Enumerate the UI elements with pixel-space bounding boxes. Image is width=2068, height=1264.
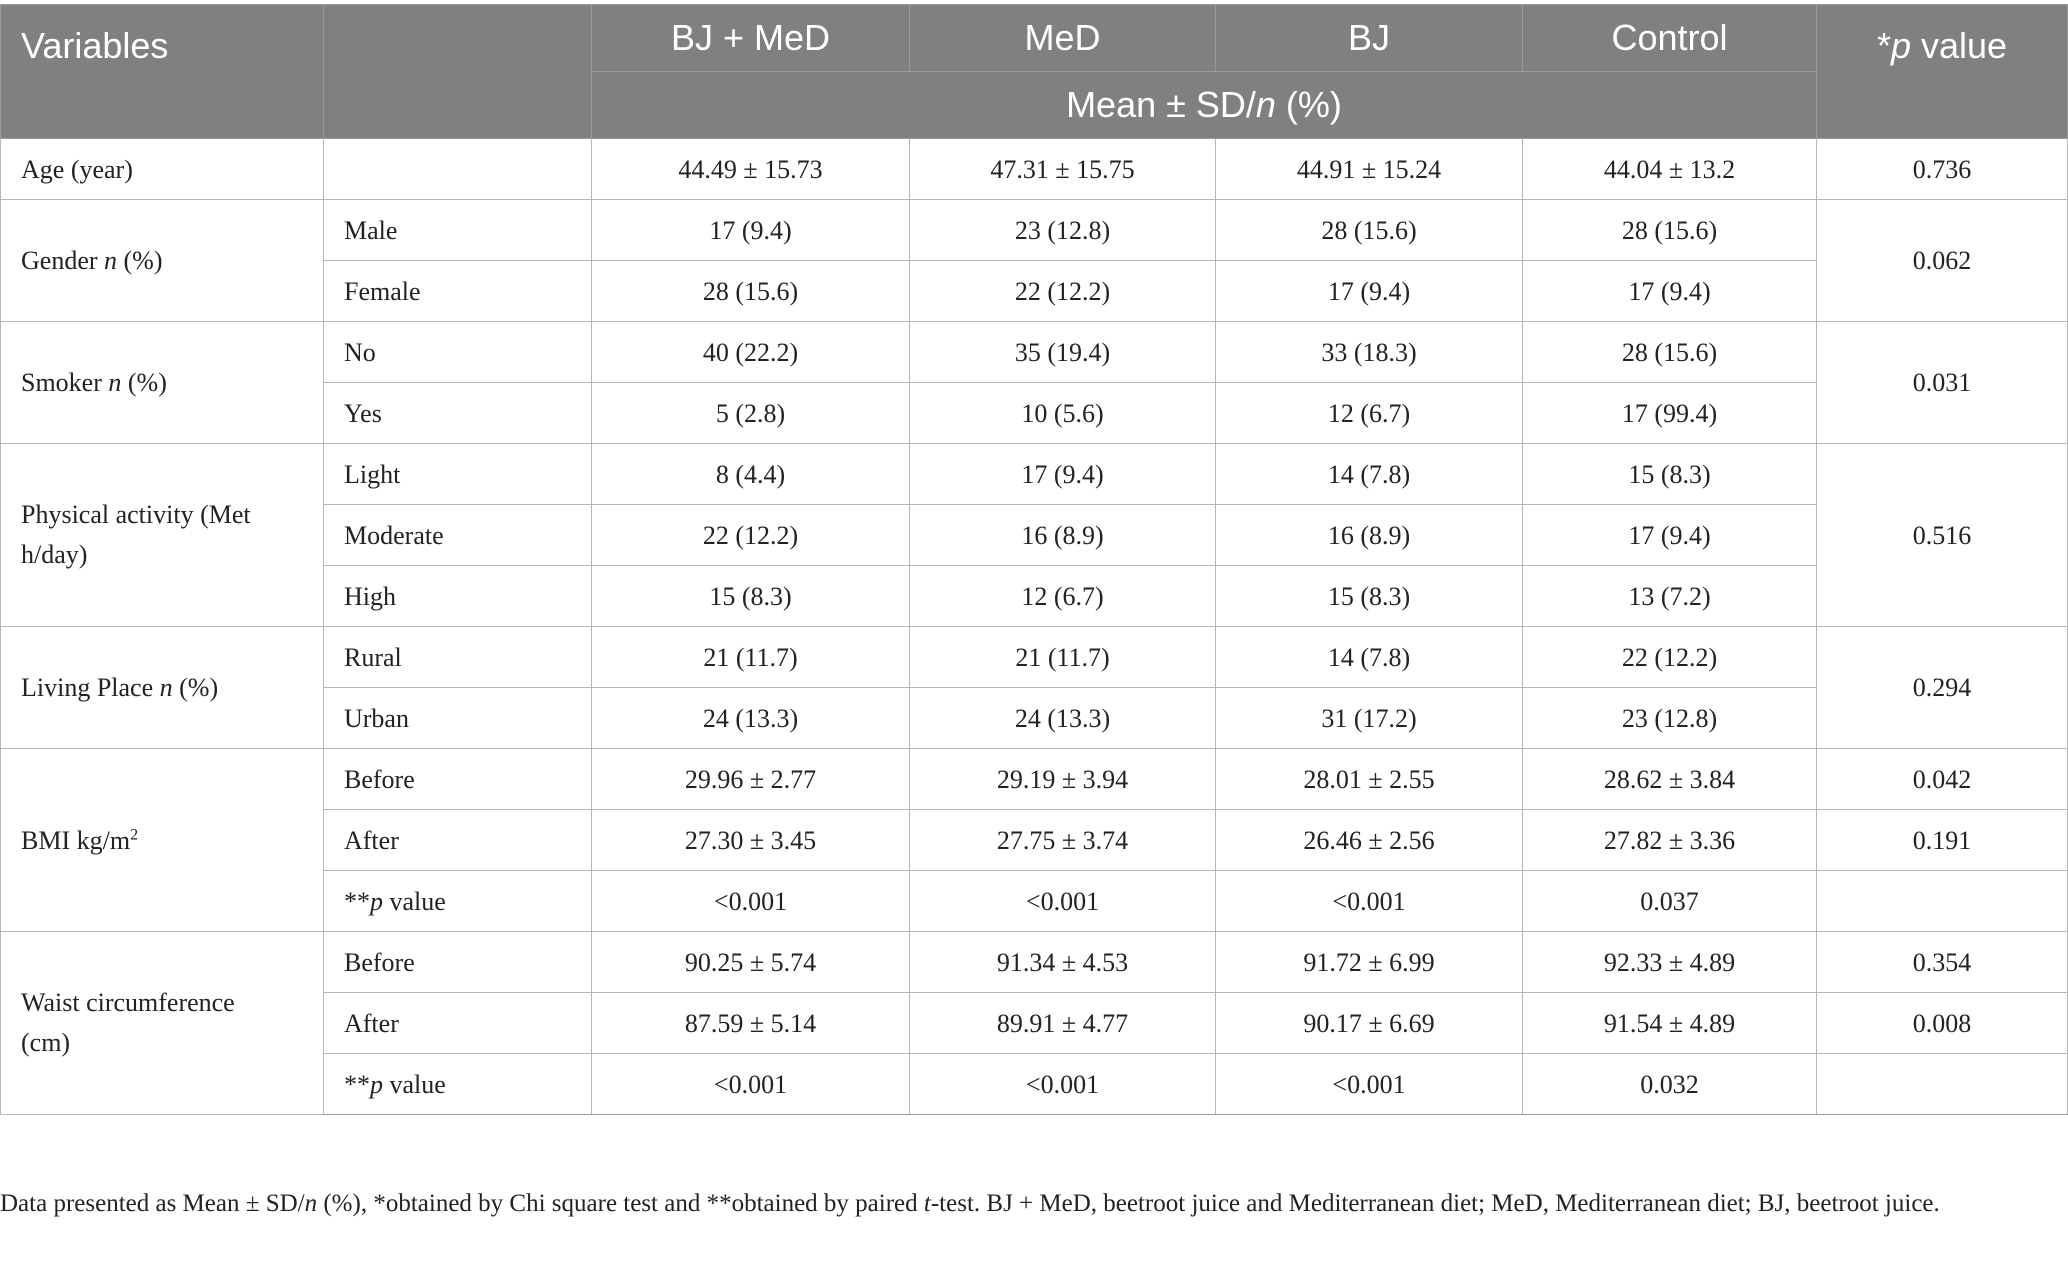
cell: 47.31 ± 15.75 (910, 139, 1216, 200)
sub-label: Yes (324, 383, 592, 444)
cell: 91.54 ± 4.89 (1523, 993, 1817, 1054)
sub-label: **p value (324, 871, 592, 932)
cell: 17 (99.4) (1523, 383, 1817, 444)
cell: 22 (12.2) (592, 505, 910, 566)
header-med: MeD (910, 5, 1216, 72)
cell: 29.96 ± 2.77 (592, 749, 910, 810)
sub-label: **p value (324, 1054, 592, 1115)
sub-label: Urban (324, 688, 592, 749)
row-label-smoker: Smoker n (%) (1, 322, 324, 444)
cell: 22 (12.2) (910, 261, 1216, 322)
cell: 28 (15.6) (1216, 200, 1523, 261)
cell: 87.59 ± 5.14 (592, 993, 910, 1054)
cell: <0.001 (592, 871, 910, 932)
cell: 23 (12.8) (910, 200, 1216, 261)
cell: 44.91 ± 15.24 (1216, 139, 1523, 200)
p-value-cell (1817, 1054, 2068, 1115)
p-value-cell: 0.294 (1817, 627, 2068, 749)
cell: 91.34 ± 4.53 (910, 932, 1216, 993)
sub-label: Female (324, 261, 592, 322)
p-value-cell: 0.042 (1817, 749, 2068, 810)
cell: 12 (6.7) (910, 566, 1216, 627)
cell: 0.037 (1523, 871, 1817, 932)
cell: 28 (15.6) (1523, 322, 1817, 383)
table-row (1, 932, 2068, 993)
cell: 44.04 ± 13.2 (1523, 139, 1817, 200)
cell: 13 (7.2) (1523, 566, 1817, 627)
sub-label: No (324, 322, 592, 383)
sub-label (324, 139, 592, 200)
cell: 0.032 (1523, 1054, 1817, 1115)
table-row (1, 139, 2068, 200)
cell: <0.001 (910, 871, 1216, 932)
row-label-living-place: Living Place n (%) (1, 627, 324, 749)
sub-label: Rural (324, 627, 592, 688)
cell: 28.62 ± 3.84 (1523, 749, 1817, 810)
cell: 33 (18.3) (1216, 322, 1523, 383)
sub-label: Before (324, 749, 592, 810)
row-label-gender: Gender n (%) (1, 200, 324, 322)
row-label-age: Age (year) (1, 139, 324, 200)
header-blank (324, 5, 592, 139)
cell: 22 (12.2) (1523, 627, 1817, 688)
table-row (1, 749, 2068, 810)
cell: 16 (8.9) (1216, 505, 1523, 566)
cell: 44.49 ± 15.73 (592, 139, 910, 200)
sub-label: Light (324, 444, 592, 505)
cell: 28 (15.6) (592, 261, 910, 322)
p-value-cell: 0.191 (1817, 810, 2068, 871)
cell: 24 (13.3) (592, 688, 910, 749)
header-bj: BJ (1216, 5, 1523, 72)
cell: 40 (22.2) (592, 322, 910, 383)
cell: 31 (17.2) (1216, 688, 1523, 749)
sub-label: Moderate (324, 505, 592, 566)
cell: 12 (6.7) (1216, 383, 1523, 444)
cell: 90.25 ± 5.74 (592, 932, 910, 993)
cell: 92.33 ± 4.89 (1523, 932, 1817, 993)
baseline-characteristics-table (0, 4, 2068, 1115)
cell: 27.30 ± 3.45 (592, 810, 910, 871)
header-p-value: *p value (1817, 5, 2068, 139)
sub-label: Before (324, 932, 592, 993)
cell: 29.19 ± 3.94 (910, 749, 1216, 810)
table-footnote: Data presented as Mean ± SD/n (%), *obtained by Chi square test and **obtained by paired t-test. BJ + MeD, beetroot juice and Mediterranean diet; MeD, Mediterranean diet; BJ, beetroot juice. (0, 1190, 1940, 1217)
sub-label: High (324, 566, 592, 627)
cell: 89.91 ± 4.77 (910, 993, 1216, 1054)
cell: 14 (7.8) (1216, 444, 1523, 505)
header-variables: Variables (1, 5, 324, 139)
p-value-cell (1817, 871, 2068, 932)
p-value-cell: 0.062 (1817, 200, 2068, 322)
table-row (1, 627, 2068, 688)
cell: 14 (7.8) (1216, 627, 1523, 688)
header-bj-med: BJ + MeD (592, 5, 910, 72)
cell: 21 (11.7) (592, 627, 910, 688)
cell: <0.001 (1216, 871, 1523, 932)
cell: 23 (12.8) (1523, 688, 1817, 749)
cell: 17 (9.4) (1216, 261, 1523, 322)
cell: 5 (2.8) (592, 383, 910, 444)
header-mean-sd: Mean ± SD/n (%) (592, 72, 1817, 139)
p-value-cell: 0.008 (1817, 993, 2068, 1054)
p-value-cell: 0.516 (1817, 444, 2068, 627)
cell: 17 (9.4) (910, 444, 1216, 505)
header-control: Control (1523, 5, 1817, 72)
row-label-bmi: BMI $kg/m^2$ (1, 749, 324, 932)
table-row (1, 200, 2068, 261)
row-label-physical-activity: Physical activity (Met h/day) (1, 444, 324, 627)
cell: 91.72 ± 6.99 (1216, 932, 1523, 993)
cell: <0.001 (592, 1054, 910, 1115)
cell: <0.001 (910, 1054, 1216, 1115)
cell: 17 (9.4) (1523, 261, 1817, 322)
cell: 17 (9.4) (1523, 505, 1817, 566)
table-body (1, 139, 2068, 1115)
cell: 10 (5.6) (910, 383, 1216, 444)
row-label-waist: Waist circumference (cm) (1, 932, 324, 1115)
cell: 28 (15.6) (1523, 200, 1817, 261)
p-value-cell: 0.354 (1817, 932, 2068, 993)
cell: 17 (9.4) (592, 200, 910, 261)
cell: 27.82 ± 3.36 (1523, 810, 1817, 871)
cell: 21 (11.7) (910, 627, 1216, 688)
sub-label: After (324, 810, 592, 871)
cell: 26.46 ± 2.56 (1216, 810, 1523, 871)
table-row (1, 444, 2068, 505)
table-row (1, 322, 2068, 383)
p-value-cell: 0.736 (1817, 139, 2068, 200)
cell: <0.001 (1216, 1054, 1523, 1115)
cell: 35 (19.4) (910, 322, 1216, 383)
table-header (1, 5, 2068, 139)
cell: 16 (8.9) (910, 505, 1216, 566)
cell: 28.01 ± 2.55 (1216, 749, 1523, 810)
cell: 15 (8.3) (1216, 566, 1523, 627)
cell: 8 (4.4) (592, 444, 910, 505)
cell: 24 (13.3) (910, 688, 1216, 749)
sub-label: Male (324, 200, 592, 261)
sub-label: After (324, 993, 592, 1054)
p-value-cell: 0.031 (1817, 322, 2068, 444)
cell: 15 (8.3) (1523, 444, 1817, 505)
cell: 27.75 ± 3.74 (910, 810, 1216, 871)
cell: 90.17 ± 6.69 (1216, 993, 1523, 1054)
cell: 15 (8.3) (592, 566, 910, 627)
